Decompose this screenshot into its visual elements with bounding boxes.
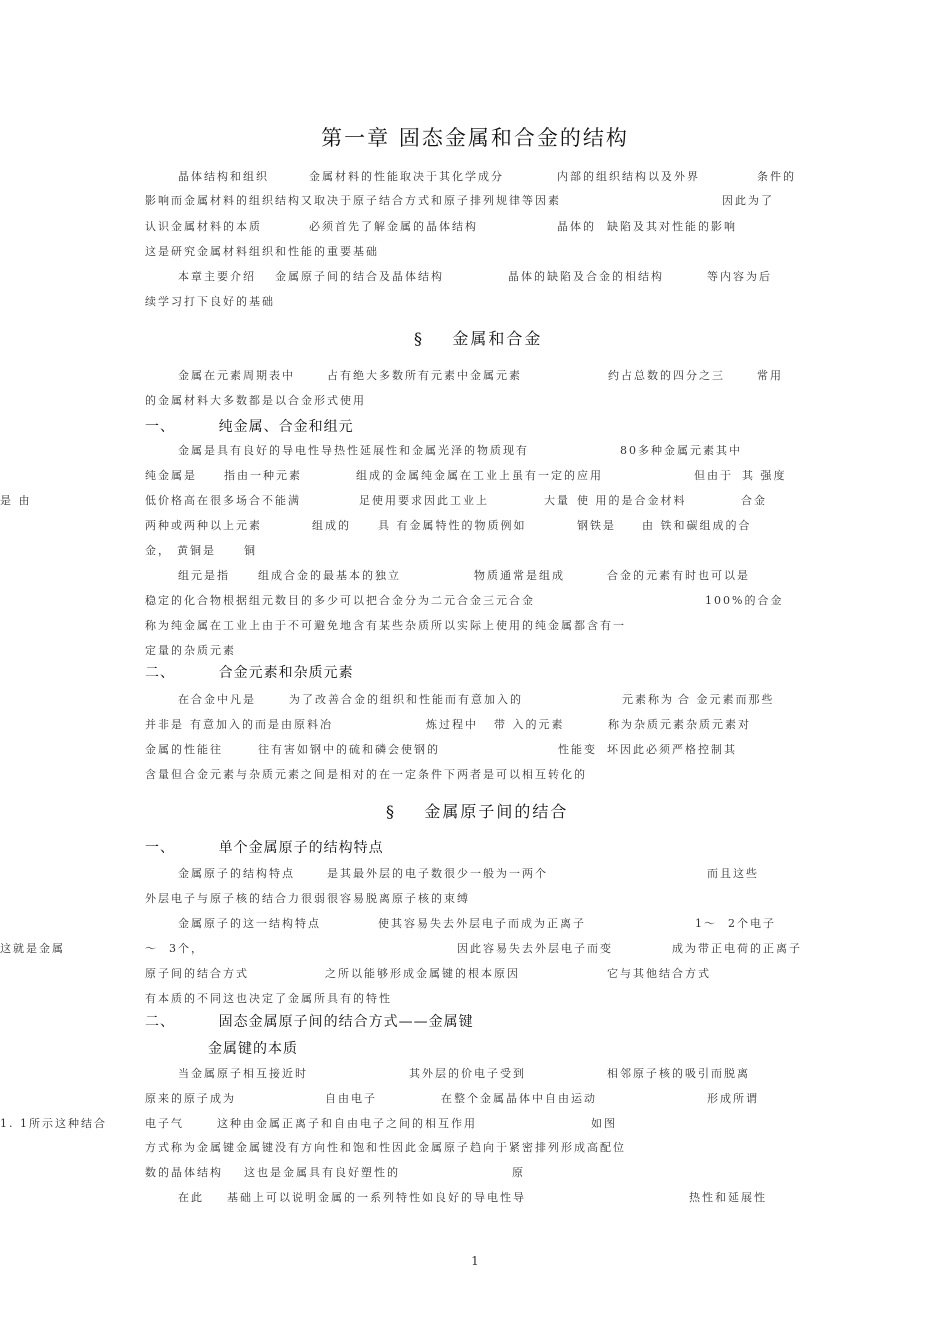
page-number: 1 [471,1254,479,1268]
text-fragment: 在此 [178,1191,204,1204]
text-fragment: 性能变 [558,743,597,756]
text-fragment: 这就是金属 [0,942,65,955]
text-fragment: 影响而金属材料的组织结构又取决于原子结合方式和原子排列规律等因素 [145,194,561,207]
text-fragment: 使 用的是合金材料 [577,494,687,507]
text-fragment: 原子间的结合方式 [145,967,249,980]
text-fragment: ～ 3个， [145,942,204,955]
text-fragment: 数的晶体结构 [145,1166,223,1179]
text-fragment: 热性和延展性 [689,1191,767,1204]
text-fragment: 使其容易失去外层电子而成为正离子 [378,917,586,930]
text-fragment: 往有害如钢中的硫和磷会使钢的 [258,743,440,756]
text-fragment: 金， [145,544,171,557]
text-fragment: 指由一种元素 [224,469,302,482]
section-heading: § 金属原子间的结合 [386,802,569,821]
text-fragment: 晶体的缺陷及合金的相结构 [508,270,664,283]
text-fragment: 两种或两种以上元素 [145,519,262,532]
text-fragment: 钢铁是 [577,519,616,532]
text-fragment: 有本质的不同这也决定了金属所具有的特性 [145,992,392,1005]
text-fragment: 约占总数的四分之三 [608,369,725,382]
text-fragment: 必须首先了解金属的晶体结构 [309,220,478,233]
text-fragment: 认识金属材料的本质 [145,220,262,233]
text-fragment: 组成的 [312,519,351,532]
text-fragment: 大量 [544,494,570,507]
text-fragment: 称为杂质元素杂质元素对 [608,718,751,731]
text-fragment: 当金属原子相互接近时 [178,1067,308,1080]
text-fragment: 含量但合金元素与杂质元素之间是相对的在一定条件下两者是可以相互转化的 [145,768,587,781]
text-fragment: 足使用要求因此工业上 [359,494,489,507]
section-heading: § 金属和合金 [414,329,543,348]
text-fragment: 金属材料的性能取决于其化学成分 [309,170,504,183]
text-fragment: 是 由 [0,494,32,507]
text-fragment: 常用 [757,369,783,382]
text-fragment: 100%的合金 [705,594,784,607]
text-fragment: 有意加入的而是由原料冶 [190,718,333,731]
text-fragment: 组元是指 [178,569,230,582]
text-fragment: 金属在元素周期表中 [178,369,295,382]
text-fragment: 这种由金属正离子和自由电子之间的相互作用 [217,1117,477,1130]
text-fragment: 组成合金的最基本的独立 [258,569,401,582]
text-fragment: 称为纯金属在工业上由于不可避免地含有某些杂质所以实际上使用的纯金属都含有一 [145,619,626,632]
text-fragment: 占有绝大多数所有元素中金属元素 [327,369,522,382]
text-fragment: 基础上可以说明金属的一系列特性如良好的导电性导 [227,1191,526,1204]
text-fragment: 黄铜是 [177,544,216,557]
text-fragment: 的金属材料大多数都是以合金形式使用 [145,394,366,407]
page-title: 第一章 固态金属和合金的结构 [321,126,629,150]
text-fragment: 带 入的元素 [494,718,565,731]
text-fragment: 组成的金属纯金属在工业上虽有一定的应用 [356,469,603,482]
text-fragment: 物质通常是组成 [474,569,565,582]
text-fragment: 在整个金属晶体中自由运动 [441,1092,597,1105]
text-fragment: 定量的杂质元素 [145,644,236,657]
text-fragment: 这是研究金属材料组织和性能的重要基础 [145,245,379,258]
text-fragment: 坏因此必须严格控制其 [607,743,737,756]
text-fragment: 原 [512,1166,525,1179]
text-fragment: 外层电子与原子核的结合力很弱很容易脱离原子核的束缚 [145,892,470,905]
text-fragment: 1. 1所示这种结合 [0,1117,107,1130]
text-fragment: 它与其他结合方式 [607,967,711,980]
text-fragment: 为了改善合金的组织和性能而有意加入的 [289,693,523,706]
text-fragment: 金属原子间的结合及晶体结构 [275,270,444,283]
text-fragment: 80多种金属元素其中 [620,444,742,457]
text-fragment: 金属原子的这一结构特点 [178,917,321,930]
text-fragment: 晶体结构和组织 [178,170,269,183]
text-fragment: 合金 [741,494,767,507]
text-fragment: 炼过程中 [426,718,478,731]
text-fragment: 具 有金属特性的物质例如 [378,519,527,532]
text-fragment: 金属原子的结构特点 [178,867,295,880]
text-fragment: 自由电子 [325,1092,377,1105]
text-fragment: 因此为了 [722,194,774,207]
text-fragment: 原来的原子成为 [145,1092,236,1105]
text-fragment: 金属的性能往 [145,743,223,756]
text-fragment: 合 金元素而那些 [678,693,775,706]
text-fragment: 形成所谓 [707,1092,759,1105]
text-fragment: 电子气 [145,1117,184,1130]
text-fragment: 内部的组织结构以及外界 [557,170,700,183]
text-fragment: 低价格高在很多场合不能满 [145,494,301,507]
text-fragment: 晶体的 [557,220,596,233]
text-fragment: 是其最外层的电子数很少一般为一两个 [327,867,548,880]
text-fragment: 续学习打下良好的基础 [145,295,275,308]
text-fragment: 合金的元素有时也可以是 [607,569,750,582]
subsection-heading: 二、 固态金属原子间的结合方式——金属键 [145,1014,474,1030]
text-fragment: 之所以能够形成金属键的根本原因 [325,967,520,980]
text-fragment: 相邻原子核的吸引而脱离 [607,1067,750,1080]
text-fragment: 稳定的化合物根据组元数目的多少可以把合金分为二元合金三元合金 [145,594,535,607]
text-fragment: 这也是金属具有良好塑性的 [244,1166,400,1179]
paragraph-subheading: 金属键的本质 [208,1041,298,1057]
text-fragment: 纯金属是 [145,469,197,482]
text-fragment: 1～ 2个电子 [695,917,776,930]
subsection-heading: 一、 纯金属、合金和组元 [145,419,354,435]
text-fragment: 在合金中凡是 [178,693,256,706]
text-fragment: 但由于 [694,469,733,482]
text-fragment: 条件的 [757,170,796,183]
text-fragment: 元素称为 [622,693,674,706]
text-fragment: 方式称为金属键金属键没有方向性和饱和性因此金属原子趋向于紧密排列形成高配位 [145,1141,626,1154]
subsection-heading: 一、 单个金属原子的结构特点 [145,840,384,856]
text-fragment: 等内容为后 [707,270,772,283]
text-fragment: 铜 [244,544,257,557]
subsection-heading: 二、 合金元素和杂质元素 [145,665,354,681]
text-fragment: 金属是具有良好的导电性导热性延展性和金属光泽的物质现有 [178,444,529,457]
text-fragment: 缺陷及其对性能的影响 [607,220,737,233]
text-fragment: 如图 [591,1117,617,1130]
text-fragment: 由 铁和碳组成的合 [642,519,752,532]
text-fragment: 而且这些 [707,867,759,880]
text-fragment: 本章主要介绍 [178,270,256,283]
text-fragment: 其 强度 [742,469,787,482]
text-fragment: 成为带正电荷的正离子 [672,942,802,955]
text-fragment: 并非是 [145,718,184,731]
text-fragment: 因此容易失去外层电子而变 [457,942,613,955]
text-fragment: 其外层的价电子受到 [409,1067,526,1080]
